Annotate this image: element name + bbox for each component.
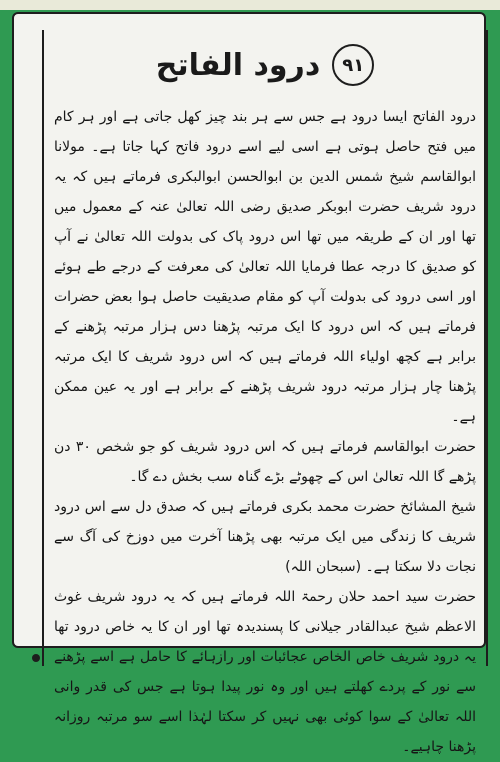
page-header	[44, 44, 486, 86]
page-title: درود الفاتح	[155, 47, 321, 83]
top-edge-strip	[0, 0, 500, 10]
paragraph-1: درود الفاتح ایسا درود ہے جس سے ہر بند چیز کھل جاتی ہے اور ہر کام میں فتح حاصل ہوتی ہے اسی لیے اسے درود فاتح کہا جاتا ہے۔ مولانا ابوالقاسم شیخ شمس الدین بن ابوالحسن ابوالبکری فرماتے ہیں کہ یہ درود شریف حضرت ابوبکر صدیق رضی اللہ تعالیٰ عنہ کے معمول میں تھا اور ان کے طریقہ میں تھا اس درود پاک کی بدولت اللہ تعالیٰ نے آپ کو صدیق کا درجہ عطا فرمایا اللہ تعالیٰ کی معرفت کے درجے طے ہوئے اور اسی درود کی بدولت آپ کو مقام صدیقیت حاصل ہوا بعض حضرات فرماتے ہیں کہ اس درود کا ایک مرتبہ پڑھنا دس ہزار مرتبہ پڑھنے کے برابر ہے کچھ اولیاء اللہ فرماتے ہیں کہ اس درود شریف کا ایک مرتبہ پڑھنا چار ہزار مرتبہ درود شریف پڑھنے کے برابر ہے اور یہ عین ممکن ہے۔	[54, 109, 476, 425]
chapter-number-badge: ۹۱	[332, 44, 374, 86]
paragraph-2: حضرت ابوالقاسم فرماتے ہیں کہ اس درود شریف کو جو شخص ۳۰ دن پڑھے گا اللہ تعالیٰ اس کے چھوٹے بڑے گناہ سب بخش دے گا۔	[54, 439, 476, 485]
page-body	[54, 102, 476, 762]
title-group	[156, 44, 374, 86]
binding-notch	[32, 654, 40, 662]
book-page	[12, 12, 486, 755]
paragraph-4: حضرت سید احمد حلان رحمۃ اللہ فرماتے ہیں کہ یہ درود شریف غوث الاعظم شیخ عبدالقادر جیلانی کا پسندیدہ تھا اور ان کا یہ خاص درود تھا یہ درود شریف خاص الخاص عجائبات اور رازہائے کا حامل ہے اسے پڑھنے سے نور کے پردے کھلتے ہیں اور وہ نور پیدا ہوتا ہے جس کی قدر وانی اللہ تعالیٰ کے سوا کوئی بھی نہیں کر سکتا لہٰذا اسے سو مرتبہ روزانہ پڑھنا چاہیے۔	[54, 589, 476, 755]
page-frame	[42, 30, 488, 755]
paragraph-3: شیخ المشائخ حضرت محمد بکری فرماتے ہیں کہ صدق دل سے اس درود شریف کا زندگی میں ایک مرتبہ بھی پڑھنا آخرت میں دوزخ کی آگ سے نجات دلا سکتا ہے۔ (سبحان اللہ)	[54, 499, 476, 575]
